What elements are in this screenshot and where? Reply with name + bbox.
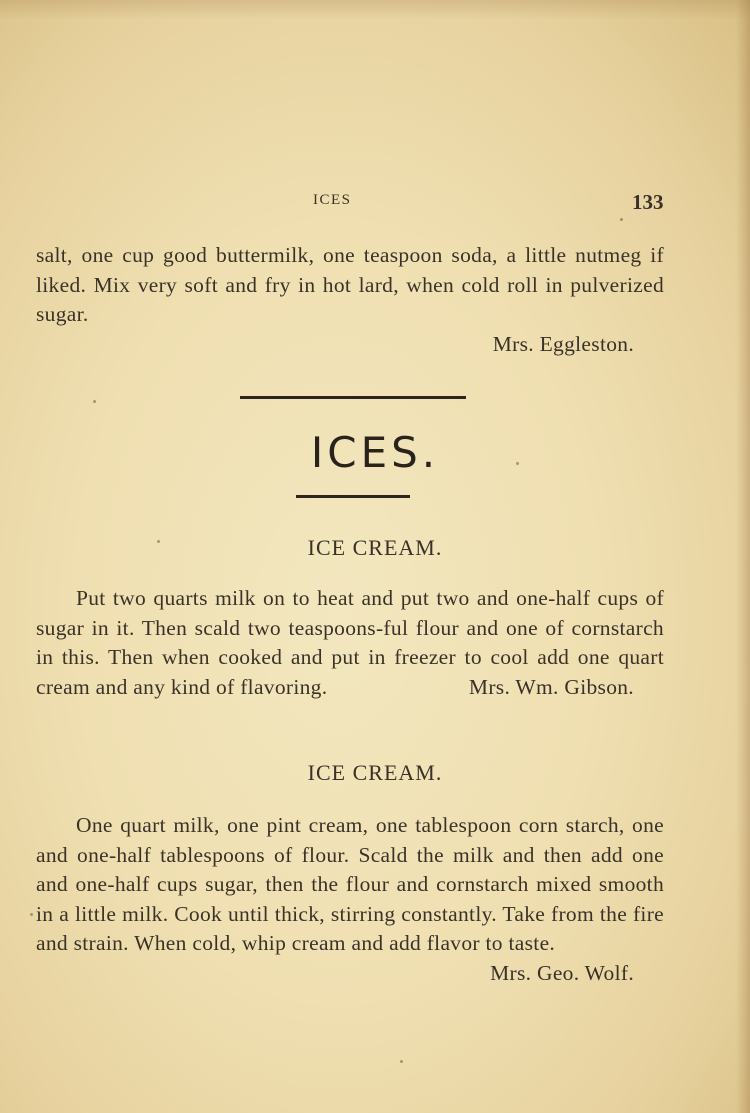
recipe-heading-1: ICE CREAM.	[307, 535, 443, 560]
continued-recipe	[36, 241, 664, 359]
continued-recipe-text: salt, one cup good buttermilk, one teaspoon soda, a little nutmeg if liked. Mix very soft and fry in hot lard, when cold roll in pulverized sugar.	[36, 243, 664, 326]
section-rule-top	[240, 396, 466, 399]
recipe-text-1-body: Put two quarts milk on to heat and put two and one-half cups of sugar in it. Then scald two teaspoons-ful flour and one of cornstarch in this. Then when cooked and put in freezer to cool add one quart cream and any kind of flavoring.	[36, 586, 664, 699]
paper-speck	[30, 913, 33, 916]
paper-speck	[516, 462, 519, 465]
recipe-body-1	[36, 584, 664, 702]
section-rule-bottom	[296, 495, 410, 498]
paper-speck	[157, 540, 160, 543]
paper-speck	[400, 1060, 403, 1063]
recipe-heading-2: ICE CREAM.	[307, 760, 443, 785]
recipe-text-1	[36, 584, 664, 702]
page-number: 133	[632, 190, 664, 214]
running-head-title: ICES	[313, 192, 352, 208]
recipe-text-2	[36, 811, 664, 985]
page-top-shading	[0, 0, 750, 20]
running-head	[0, 190, 750, 214]
section-title: ICES.	[310, 428, 440, 477]
recipe-body-2	[36, 811, 664, 988]
paper-speck	[93, 400, 96, 403]
continued-recipe-signature: Mrs. Eggleston.	[492, 331, 634, 356]
recipe-text-2-body: One quart milk, one pint cream, one tablespoon corn starch, one and one-half tablespoons of flour. Scald the milk and then add one and one-half cups sugar, then the flour and cornstarch mixed smooth in a little milk. Cook until thick, stirring constantly. Take from the fire and strain. When cold, whip cream and add flavor to taste.	[36, 813, 664, 955]
paper-speck	[620, 218, 623, 221]
recipe-signature-2: Mrs. Geo. Wolf.	[490, 960, 634, 985]
recipe-signature-1: Mrs. Wm. Gibson.	[468, 674, 634, 699]
